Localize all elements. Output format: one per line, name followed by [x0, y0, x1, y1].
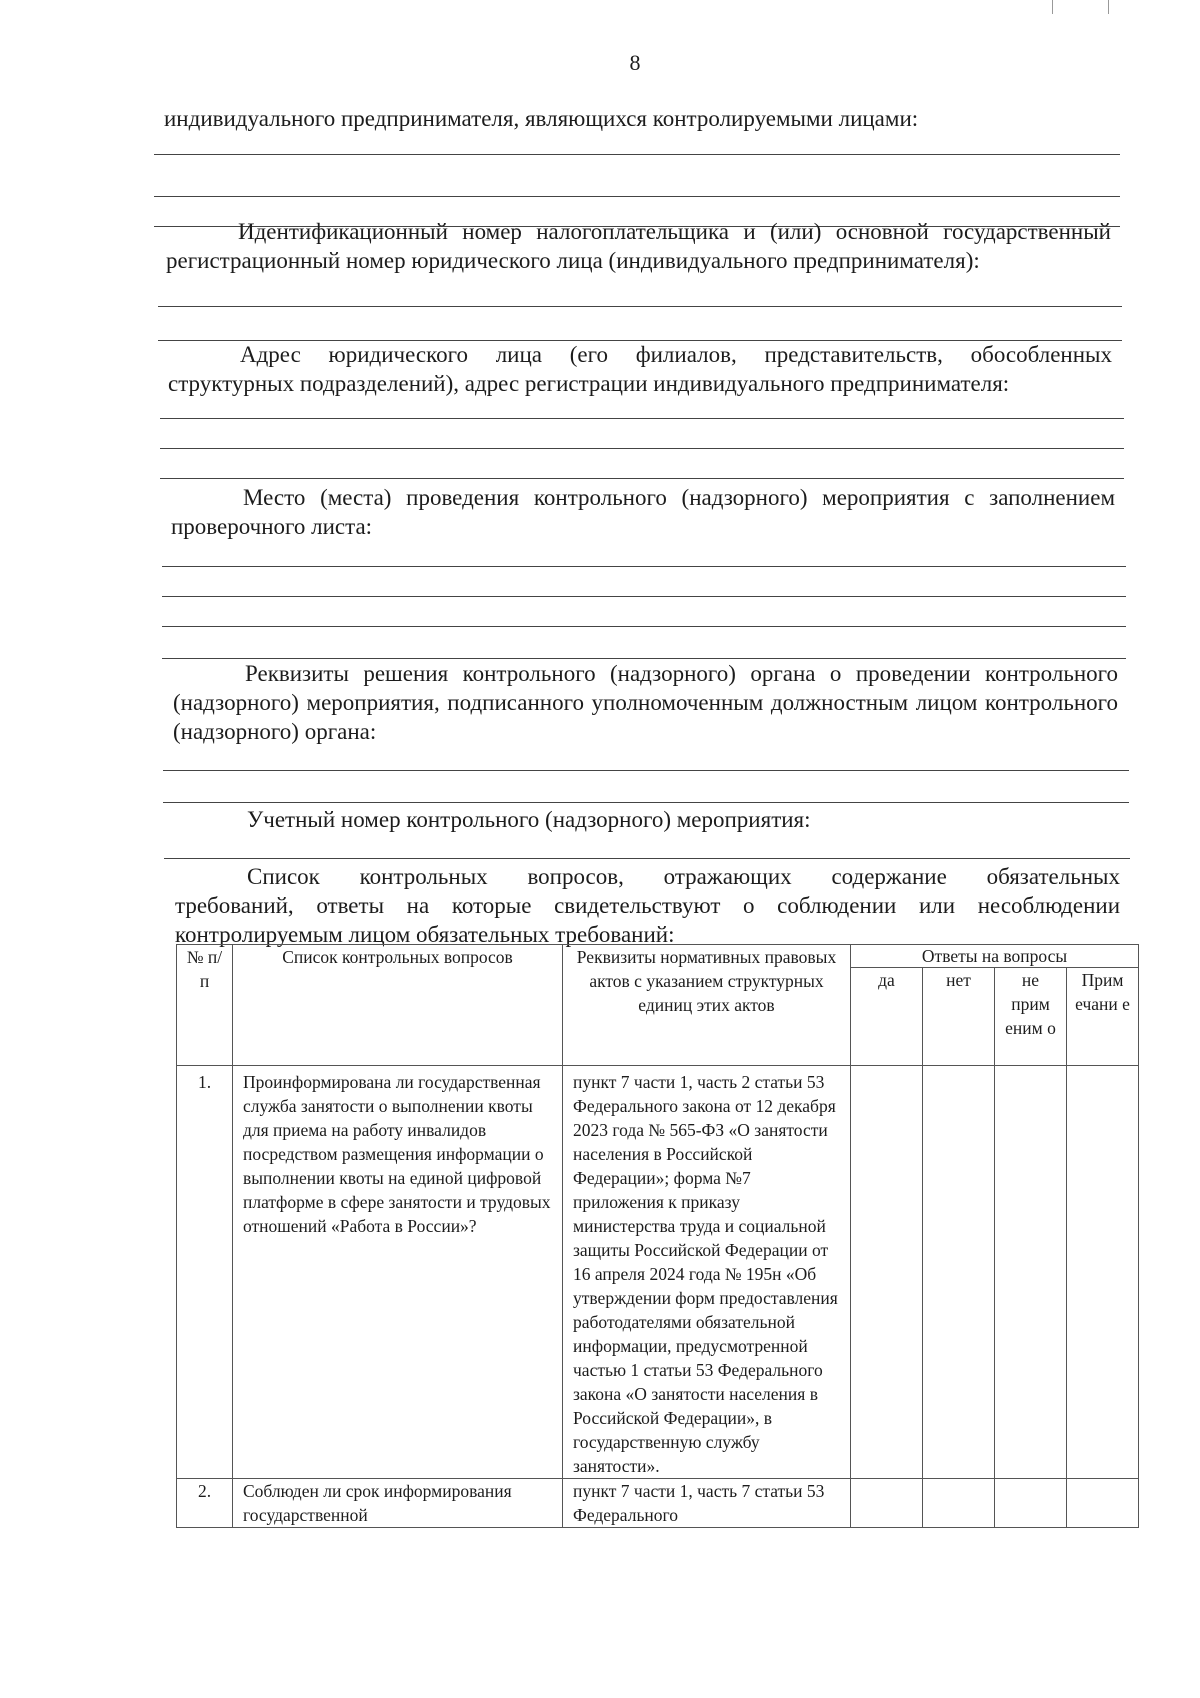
header-questions: Список контрольных вопросов: [233, 945, 563, 1066]
header-yes: да: [851, 968, 923, 1066]
checklist-table: [176, 944, 1138, 1528]
table-header-row: [177, 945, 1139, 968]
answer-no-cell[interactable]: [923, 1479, 995, 1528]
fill-line: [160, 478, 1124, 479]
row-requisites: пункт 7 части 1, часть 2 статьи 53 Федерального закона от 12 декабря 2023 года № 565-ФЗ «О занятости населения в Российской Федерации»; форма №7 приложения к приказу министерства труда и социальной защиты Российской Федерации от 16 апреля 2024 года № 195н «Об утверждении форм предоставления работодателями обязательной информации, предусмотренной частью 1 статьи 53 Федерального закона «О занятости населения в Российской Федерации», в государственную службу занятости».: [563, 1066, 851, 1479]
fill-line: [160, 448, 1124, 449]
fill-line: [164, 858, 1130, 859]
header-num: № п/п: [177, 945, 233, 1066]
paragraph-address: [168, 340, 1112, 398]
fill-line: [158, 306, 1122, 307]
row-question: Проинформирована ли государственная служба занятости о выполнении квоты для приема на работу инвалидов посредством размещения информации о выполнении квоты на единой цифровой платформе в сфере занятости и трудовых отношений «Работа в России»?: [233, 1066, 563, 1479]
row-num: 1.: [177, 1066, 233, 1479]
paragraph-inn-rest: регистрационный номер юридического лица (индивидуального предпринимателя):: [166, 248, 980, 273]
paragraph-place-first: Место (места) проведения контрольного (надзорного) мероприятия с заполнением: [243, 485, 1115, 510]
header-requisites: Реквизиты нормативных правовых актов с указанием структурных единиц этих актов: [563, 945, 851, 1066]
answer-yes-cell[interactable]: [851, 1479, 923, 1528]
paragraph-record-number-text: Учетный номер контрольного (надзорного) мероприятия:: [247, 807, 811, 832]
paragraph-decision: [173, 659, 1118, 746]
paragraph-questions-rest: требований, ответы на которые свидетельствуют о соблюдении или несоблюдении контролируемым лицом обязательных требований:: [175, 893, 1120, 947]
paragraph-questions-first: Список контрольных вопросов, отражающих содержание обязательных: [247, 864, 1120, 889]
paragraph-questions: [175, 862, 1120, 949]
fill-line: [163, 802, 1129, 803]
fill-line: [160, 418, 1124, 419]
page-number: 8: [629, 50, 641, 75]
fill-line: [163, 770, 1129, 771]
paragraph-place: [171, 483, 1115, 541]
answer-no-cell[interactable]: [923, 1066, 995, 1479]
fill-line: [154, 196, 1120, 197]
fill-line: [162, 596, 1126, 597]
row-num: 2.: [177, 1479, 233, 1528]
answer-not-applicable-cell[interactable]: [995, 1066, 1067, 1479]
answer-note-cell[interactable]: [1067, 1479, 1139, 1528]
paragraph-place-rest: проверочного листа:: [171, 514, 373, 539]
answer-note-cell[interactable]: [1067, 1066, 1139, 1479]
header-no: нет: [923, 968, 995, 1066]
scan-mark: [1108, 0, 1109, 14]
table-row: [177, 1066, 1139, 1479]
paragraph-record-number: [175, 805, 1115, 834]
paragraph-address-first: Адрес юридического лица (его филиалов, представительств, обособленных: [240, 342, 1112, 367]
row-requisites: пункт 7 части 1, часть 7 статьи 53 Федерального: [563, 1479, 851, 1528]
table-row: [177, 1479, 1139, 1528]
paragraph-decision-first: Реквизиты решения контрольного (надзорного) органа о проведении контрольного: [245, 661, 1118, 686]
header-not-applicable: не прим еним о: [995, 968, 1067, 1066]
paragraph-controlled-persons: индивидуального предпринимателя, являющихся контролируемыми лицами:: [164, 106, 919, 131]
paragraph-decision-rest: (надзорного) мероприятия, подписанного уполномоченным должностным лицом контрольного (надзорного) органа:: [173, 690, 1118, 744]
answer-not-applicable-cell[interactable]: [995, 1479, 1067, 1528]
fill-line: [162, 626, 1126, 627]
paragraph-inn-first: Идентификационный номер налогоплательщика и (или) основной государственный: [238, 219, 1111, 244]
answer-yes-cell[interactable]: [851, 1066, 923, 1479]
paragraph-inn: [166, 217, 1111, 275]
paragraph-address-rest: структурных подразделений), адрес регистрации индивидуального предпринимателя:: [168, 371, 1010, 396]
header-note: Прим ечани е: [1067, 968, 1139, 1066]
row-question: Соблюден ли срок информирования государственной: [233, 1479, 563, 1528]
fill-line: [154, 154, 1120, 155]
header-answers: Ответы на вопросы: [851, 945, 1139, 968]
scan-mark: [1052, 0, 1053, 14]
fill-line: [162, 566, 1126, 567]
